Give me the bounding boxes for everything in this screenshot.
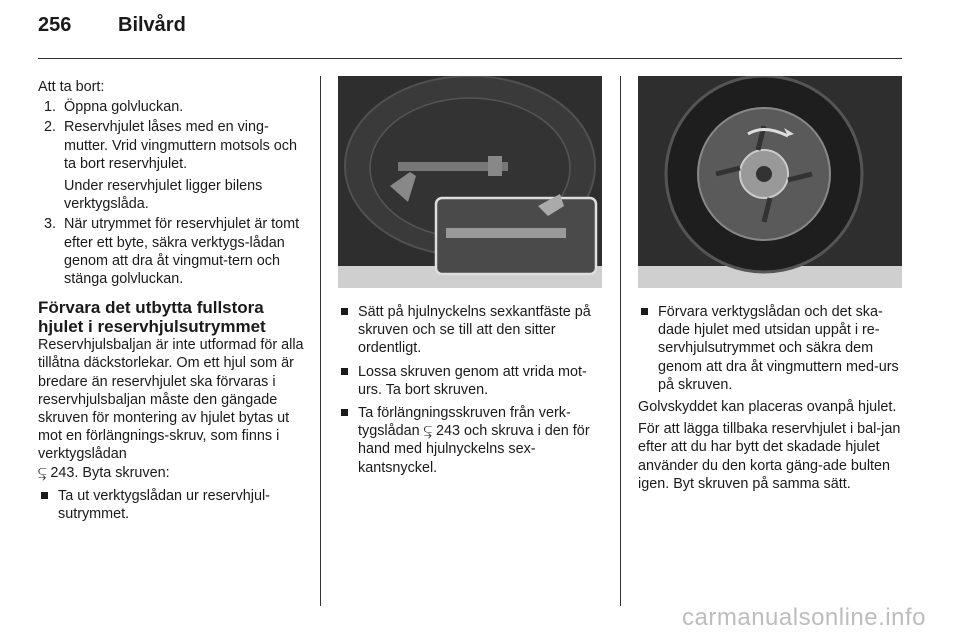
step-note: Under reservhjulet ligger bilens verktygslåda.	[64, 178, 263, 213]
column-3	[638, 298, 902, 493]
list-item: 1. Öppna golvluckan.	[44, 99, 184, 116]
page-ref: 243. Byta skruven:	[50, 464, 170, 481]
column-divider-2	[620, 76, 621, 606]
bullet-list	[38, 487, 304, 523]
page-ref-arrow-icon: ⥹	[423, 423, 433, 440]
wrench-illustration	[338, 76, 602, 288]
list-item: Förvara verktygslådan och det ska-dade hjulet med utsidan uppåt i re-servhjulsutrymmet och säkra dem genom att dra åt vingmuttern med-urs på skruven.	[638, 303, 902, 394]
page-number: 256	[38, 14, 72, 36]
list-item: Lossa skruven genom att vrida mot-urs. Ta bort skruven.	[338, 363, 604, 399]
bullet-list	[338, 303, 604, 477]
column-divider-1	[320, 76, 321, 606]
list-item: 3. När utrymmet för reservhjulet är tomt efter ett byte, säkra verktygs-lådan genom att dra åt vingmut-tern och stänga golvluckan.	[44, 216, 300, 288]
list-item: Ta förlängningsskruven från verk-tygslådan ⥹ 243 och skruva i den för hand med hjulnyckelns sex-kantsnyckel.	[338, 404, 604, 477]
column-1	[38, 78, 304, 523]
spare-wheel-image	[638, 76, 902, 288]
section-heading: Förvara det utbytta fullstora hjulet i reservhjulsutrymmet	[38, 298, 266, 337]
list-item: Ta ut verktygslådan ur reservhjul-sutrymmet.	[38, 487, 304, 523]
bullet-list	[638, 303, 902, 394]
page-title: Bilvård	[118, 14, 186, 36]
watermark: carmanualsonline.info	[682, 604, 926, 631]
paragraph: Golvskyddet kan placeras ovanpå hjulet.	[638, 399, 897, 416]
tool-image	[338, 76, 602, 288]
header-rule	[38, 58, 902, 59]
list-item: Sätt på hjulnyckelns sexkantfäste på skruven och se till att den sitter ordentligt.	[338, 303, 604, 358]
intro-text: Att ta bort:	[38, 79, 105, 95]
steps-list	[38, 98, 304, 288]
page-header	[38, 14, 186, 37]
column-2	[338, 298, 604, 477]
page-ref-arrow-icon: ⥹	[38, 464, 47, 481]
paragraph: För att lägga tillbaka reservhjulet i bal-jan efter att du har bytt det skadade hjulet använder du den korta gäng-ade bulten igen. Byt skruven på samma sätt.	[638, 421, 901, 492]
list-item: 2. Reservhjulet låses med en ving-mutter. Vrid vingmuttern motsols och ta bort reservhjulet. Under reservhjulet ligger bilens verktygslåda.	[38, 118, 304, 213]
wheel-illustration	[638, 76, 902, 288]
body-text: Reservhjulsbaljan är inte utformad för alla tillåtna däckstorlekar. Om ett hjul som är bredare än reservhjulet ska förvaras i reservhjulsbaljan måste den gängade skruven för montering av hjulet bytas ut mot en förlängnings-skruv, som finns i verktygslådan ⥹ 243. Byta skruven:	[38, 337, 304, 481]
